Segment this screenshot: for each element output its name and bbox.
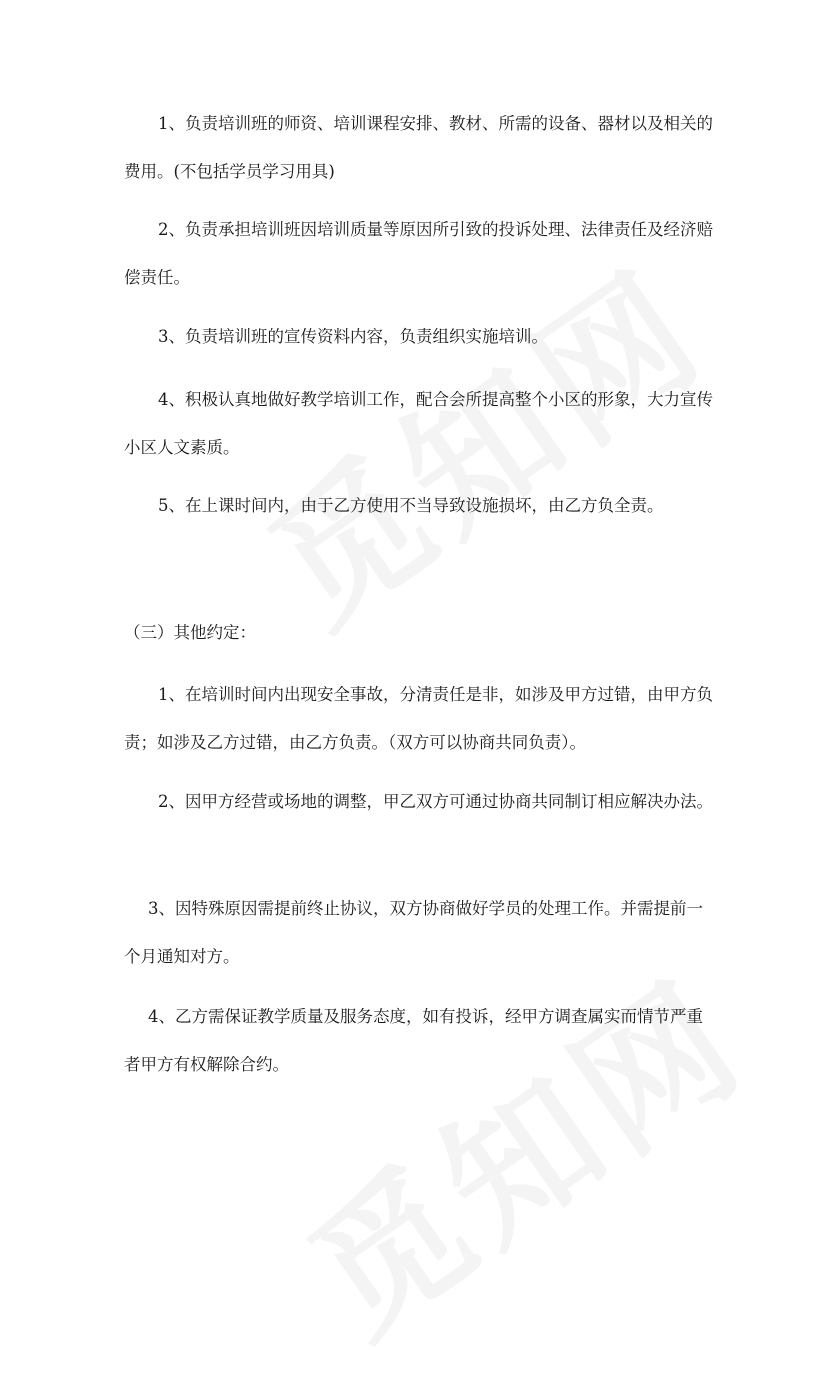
- duty-item-2: 2、负责承担培训班因培训质量等原因所引致的投诉处理、法律责任及经济赔偿责任。: [124, 220, 713, 287]
- other-term-1: 1、在培训时间内出现安全事故，分清责任是非，如涉及甲方过错，由甲方负责；如涉及乙方过错，由乙方负责。（双方可以协商共同负责）。: [124, 685, 713, 752]
- duty-item-4: 4、积极认真地做好教学培训工作，配合会所提高整个小区的形象，大力宣传小区人文素质。: [124, 390, 713, 457]
- other-term-4: 4、乙方需保证教学质量及服务态度，如有投诉，经甲方调查属实而情节严重者甲方有权解除合约。: [124, 1007, 703, 1074]
- other-term-3: 3、因特殊原因需提前终止协议，双方协商做好学员的处理工作。并需提前一个月通知对方。: [124, 899, 703, 966]
- duty-item-3: 3、负责培训班的宣传资料内容，负责组织实施培训。: [158, 327, 548, 346]
- section-heading-other: （三）其他约定：: [124, 623, 256, 642]
- duty-item-1: 1、负责培训班的师资、培训课程安排、教材、所需的设备、器材以及相关的费用。(不包括学员学习用具): [124, 114, 713, 181]
- duty-item-5: 5、在上课时间内，由于乙方使用不当导致设施损坏，由乙方负全责。: [158, 496, 664, 515]
- watermark: [261, 922, 778, 1374]
- other-term-2: 2、因甲方经营或场地的调整，甲乙双方可通过协商共同制订相应解决办法。: [158, 792, 713, 811]
